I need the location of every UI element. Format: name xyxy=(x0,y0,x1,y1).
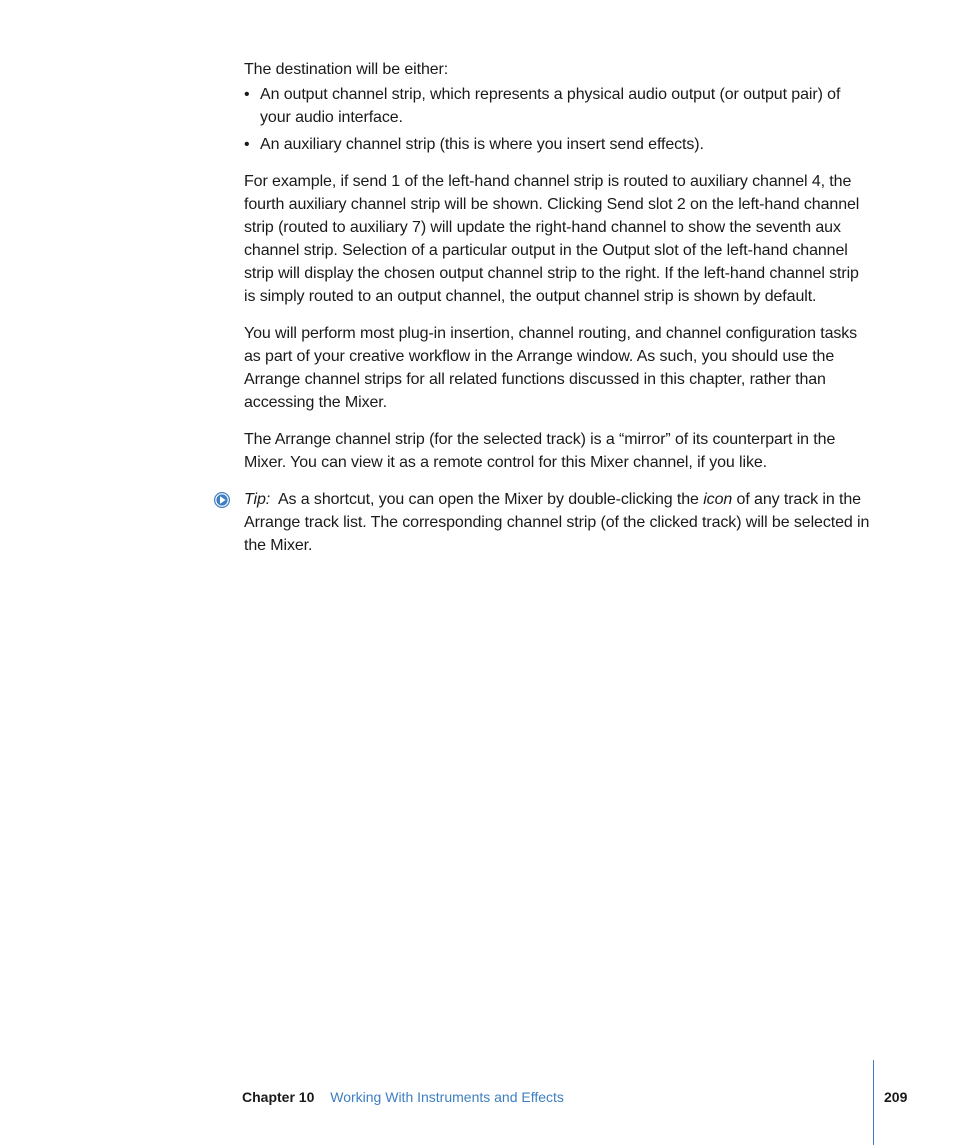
chapter-title: Working With Instruments and Effects xyxy=(330,1089,564,1105)
tip-emphasis: icon xyxy=(703,491,733,508)
body-paragraph: For example, if send 1 of the left-hand channel strip is routed to auxiliary channel 4, the fourth auxiliary channel strip will be shown. Clicking Send slot 2 on the left-hand channel strip (routed to auxiliary 7) will update the right-hand channel to show the seventh aux channel strip. Selection of a particular output in the Output slot of the left-hand channel strip will display the chosen output channel strip to the right. If the left-hand channel strip is simply routed to an output channel, the output channel strip is shown by default. xyxy=(244,173,860,305)
body-paragraph: You will perform most plug-in insertion, channel routing, and channel configuration tasks as part of your creative workflow in the Arrange window. As such, you should use the Arrange channel strips for all related functions discussed in this chapter, rather than accessing the Mixer. xyxy=(244,325,858,411)
list-item xyxy=(244,83,874,129)
footer-divider xyxy=(873,1060,874,1145)
tip-text-after: of any track in the Arrange track list. The corresponding channel strip (of the clicked track) will be selected in the Mixer. xyxy=(244,491,870,554)
page-footer xyxy=(242,1088,564,1106)
chapter-number: Chapter 10 xyxy=(242,1089,315,1105)
destination-list xyxy=(244,83,874,156)
page-number: 209 xyxy=(884,1089,908,1105)
tip-paragraph xyxy=(244,488,874,557)
intro-paragraph: The destination will be either: xyxy=(244,61,449,78)
tip-label: Tip: xyxy=(244,491,271,508)
play-arrow-circle-icon xyxy=(213,491,231,509)
bullet-glyph: • xyxy=(244,136,250,153)
list-item xyxy=(244,133,874,156)
list-item-text: An output channel strip, which represents a physical audio output (or output pair) of your audio interface. xyxy=(260,86,841,126)
list-item-text: An auxiliary channel strip (this is where you insert send effects). xyxy=(260,136,704,153)
body-paragraph: The Arrange channel strip (for the selected track) is a “mirror” of its counterpart in the Mixer. You can view it as a remote control for this Mixer channel, if you like. xyxy=(244,431,836,471)
bullet-glyph: • xyxy=(244,86,250,103)
tip-text-before: As a shortcut, you can open the Mixer by double-clicking the xyxy=(277,491,699,508)
page-body xyxy=(244,58,874,571)
